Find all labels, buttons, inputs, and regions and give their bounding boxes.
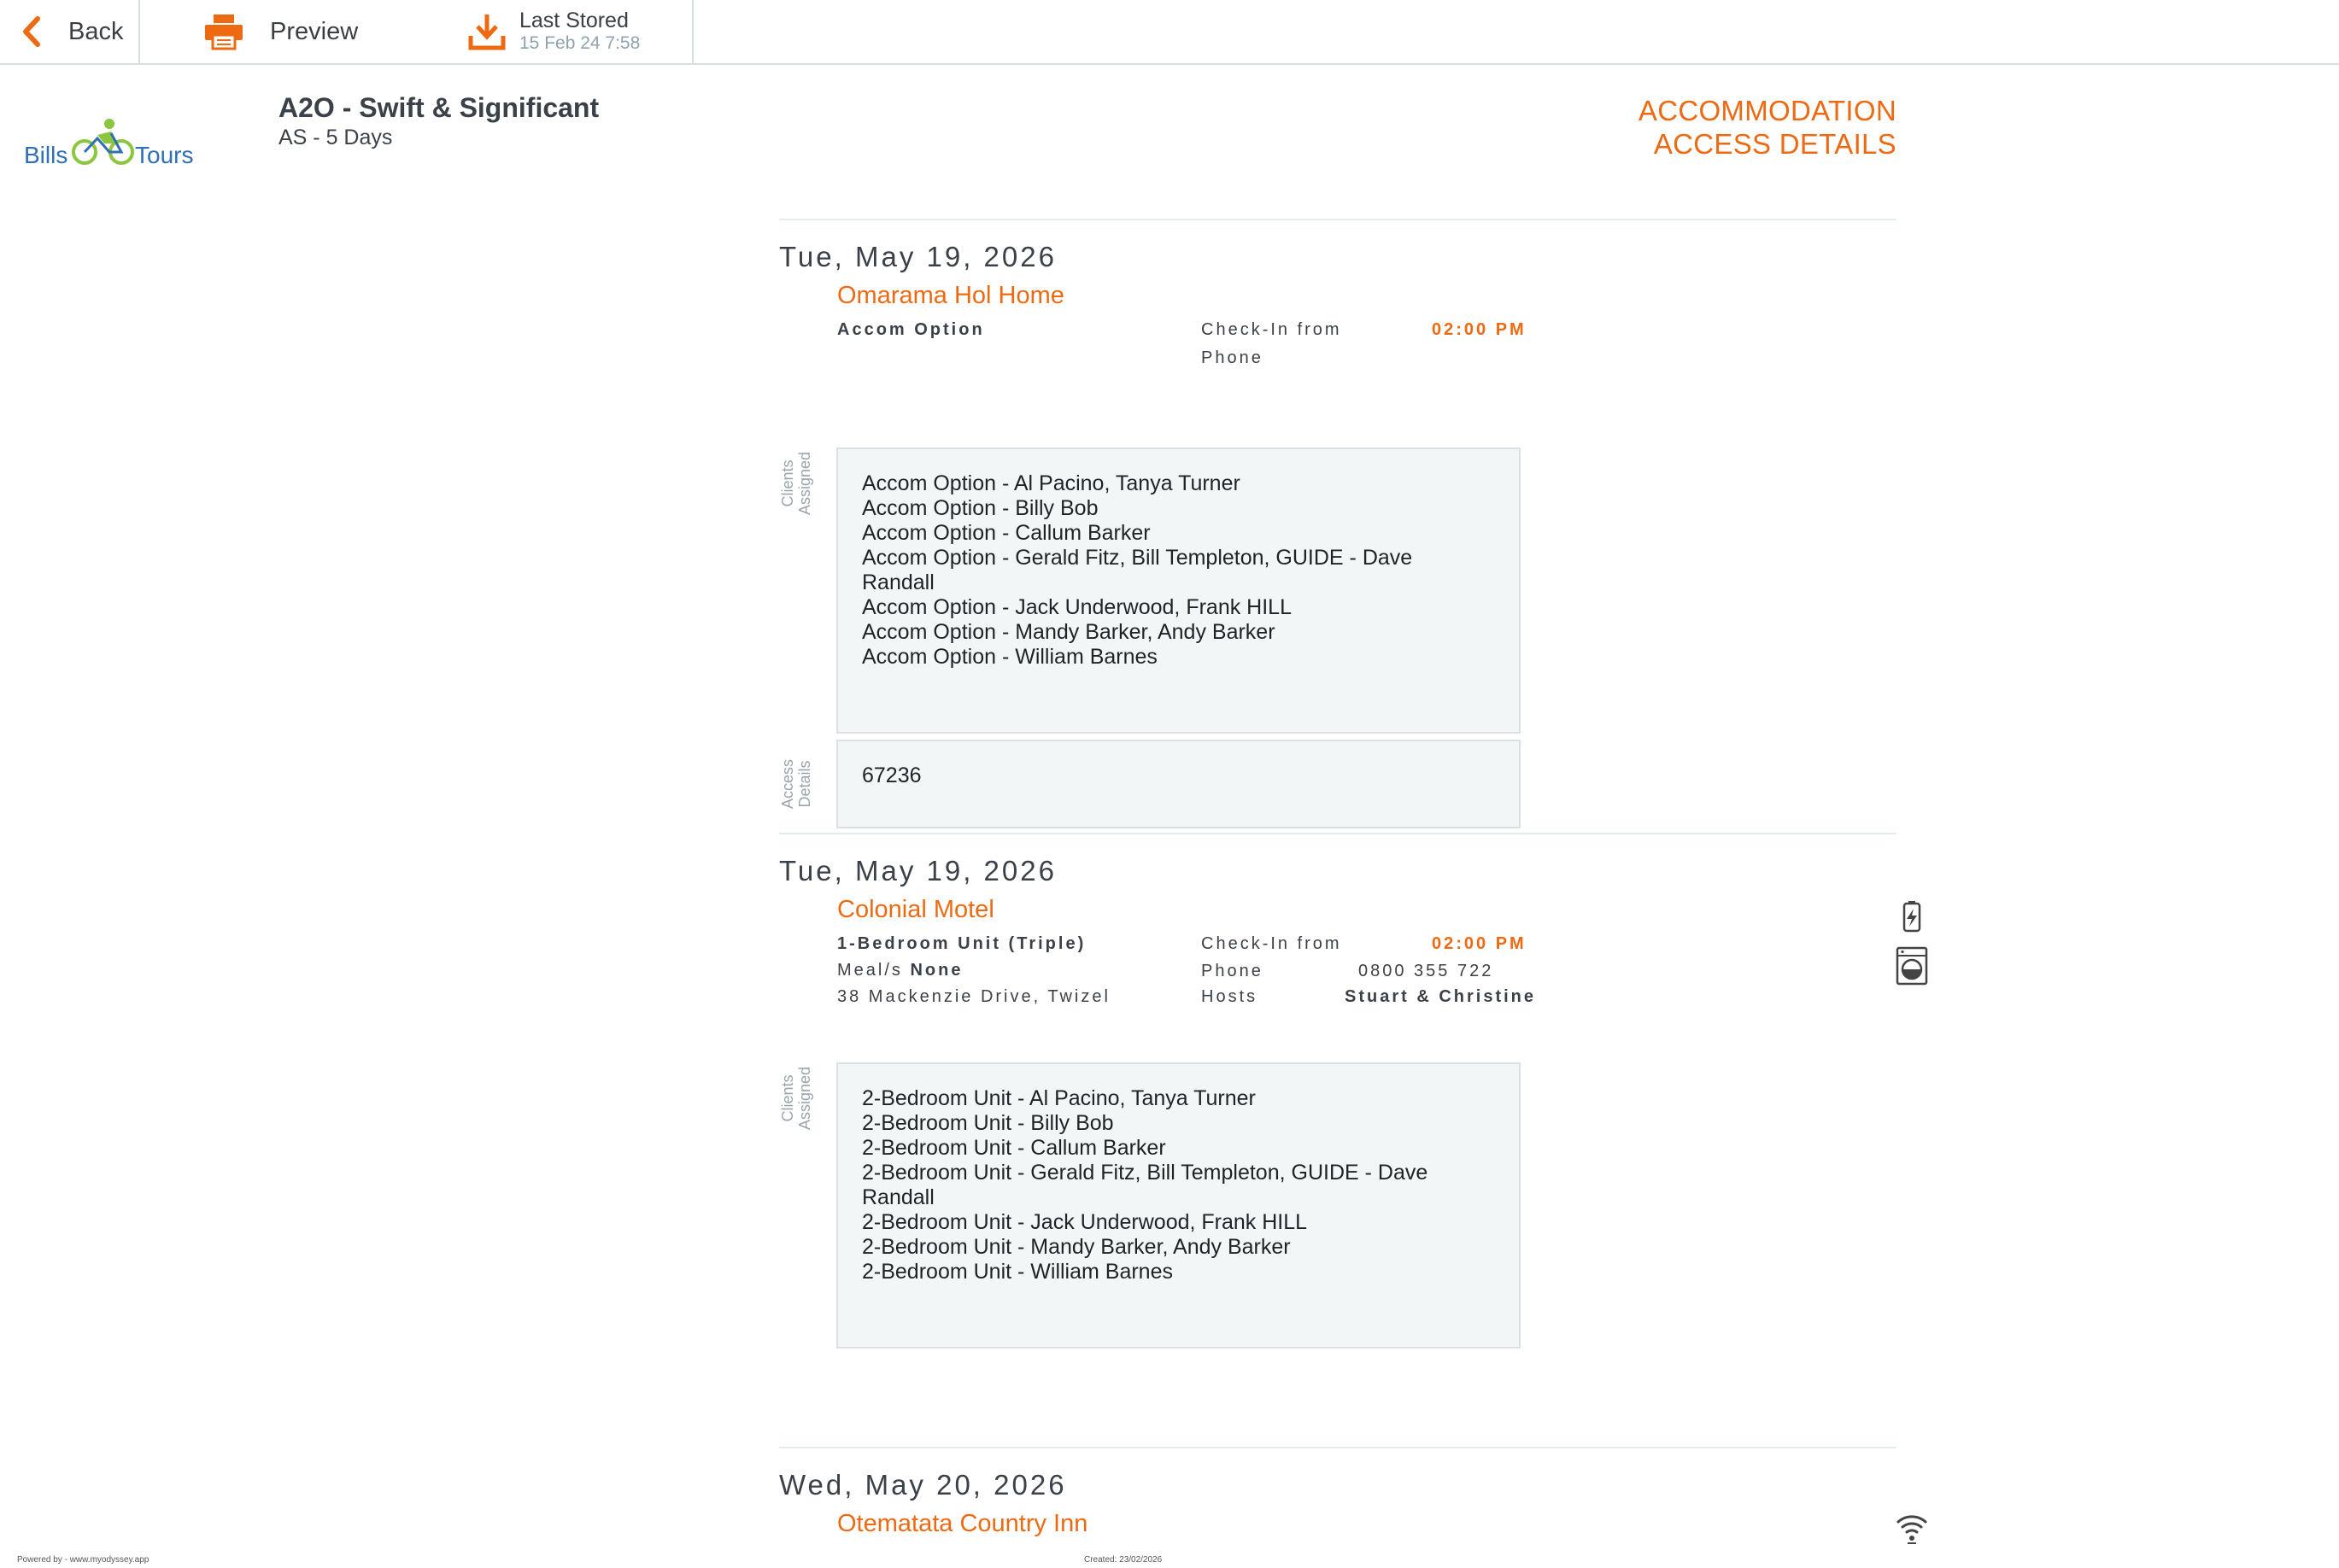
bicycle-icon [72, 118, 135, 167]
address: 38 Mackenzie Drive, Twizel [837, 987, 1111, 1006]
list-item: 2-Bedroom Unit - William Barnes [862, 1260, 1173, 1284]
phone-number: 0800 355 722 [1358, 962, 1494, 980]
printer-icon [203, 13, 244, 50]
back-button[interactable] [0, 0, 140, 63]
preview-button[interactable] [140, 0, 460, 63]
list-item: 2-Bedroom Unit - Callum Barker [862, 1136, 1166, 1160]
entry-date: Tue, May 19, 2026 [779, 855, 1057, 886]
list-item: Accom Option - Callum Barker [862, 521, 1151, 545]
preview-label: Preview [270, 17, 359, 45]
trip-subtitle: AS - 5 Days [278, 126, 393, 149]
last-stored-info [519, 9, 640, 55]
list-item: 2-Bedroom Unit - Jack Underwood, Frank HILL [862, 1210, 1308, 1234]
list-item: Accom Option - Billy Bob [862, 496, 1099, 520]
list-item: 2-Bedroom Unit - Gerald Fitz, Bill Templeton, GUIDE - Dave [862, 1161, 1428, 1185]
created-date: Created: 23/02/2026 [1084, 1555, 1163, 1565]
trip-title: A2O - Swift & Significant [278, 92, 600, 123]
list-item: Randall [862, 1185, 935, 1209]
back-label: Back [68, 17, 124, 45]
report-title [1638, 94, 1896, 161]
last-stored-button[interactable] [460, 0, 694, 63]
checkin-label: Check-In from [1201, 320, 1342, 339]
checkin-time: 02:00 PM [1432, 934, 1527, 953]
room-type: 1-Bedroom Unit (Triple) [837, 934, 1087, 953]
list-item: Accom Option - William Barnes [862, 645, 1158, 669]
access-details-box [836, 740, 1521, 828]
list-item: Accom Option - Mandy Barker, Andy Barker [862, 620, 1275, 644]
access-details-label: Access Details [779, 758, 813, 810]
hosts-names: Stuart & Christine [1345, 987, 1537, 1006]
accommodation-name: Omarama Hol Home [837, 282, 1064, 309]
section-divider [779, 1447, 1896, 1448]
accommodation-name: Otematata Country Inn [837, 1510, 1088, 1537]
accommodation-name: Colonial Motel [837, 896, 994, 923]
washing-machine-icon [1895, 946, 1929, 986]
toolbar [0, 0, 2339, 65]
clients-assigned-label: Clients Assigned [779, 1066, 813, 1131]
charging-icon [1895, 900, 1929, 934]
company-logo [24, 118, 203, 169]
access-code: 67236 [862, 764, 922, 787]
wifi-icon [1895, 1510, 1929, 1546]
section-divider [779, 833, 1896, 834]
meals-info: Meal/s None [837, 961, 964, 980]
phone-label: Phone [1201, 348, 1263, 367]
phone-label: Phone [1201, 962, 1263, 980]
list-item: Accom Option - Jack Underwood, Frank HILL [862, 595, 1292, 619]
section-divider [779, 219, 1896, 220]
hosts-label: Hosts [1201, 987, 1258, 1006]
clients-assigned-box [836, 448, 1521, 734]
clients-assigned-label: Clients Assigned [779, 451, 813, 516]
list-item: 2-Bedroom Unit - Mandy Barker, Andy Barker [862, 1235, 1291, 1259]
list-item: Accom Option - Gerald Fitz, Bill Templeton, GUIDE - Dave [862, 546, 1413, 570]
list-item: 2-Bedroom Unit - Billy Bob [862, 1111, 1114, 1135]
last-stored-label: Last Stored [519, 9, 629, 32]
clients-assigned-box [836, 1062, 1521, 1349]
entry-date: Tue, May 19, 2026 [779, 241, 1057, 272]
checkin-label: Check-In from [1201, 934, 1342, 953]
logo-right-word: Tours [135, 142, 194, 168]
last-stored-date: 15 Feb 24 7:58 [519, 33, 641, 53]
entry-date: Wed, May 20, 2026 [779, 1469, 1067, 1501]
chevron-left-icon [12, 10, 55, 53]
checkin-time: 02:00 PM [1432, 320, 1527, 339]
logo-left-word: Bills [24, 142, 68, 168]
report-title-line1: ACCOMMODATION [1638, 95, 1896, 126]
report-title-line2: ACCESS DETAILS [1653, 128, 1896, 160]
list-item: Accom Option - Al Pacino, Tanya Turner [862, 471, 1240, 495]
list-item: 2-Bedroom Unit - Al Pacino, Tanya Turner [862, 1086, 1256, 1110]
powered-by: Powered by - www.myodyssey.app [17, 1555, 149, 1565]
list-item: Randall [862, 570, 935, 594]
room-type: Accom Option [837, 320, 985, 339]
download-icon [468, 12, 506, 51]
